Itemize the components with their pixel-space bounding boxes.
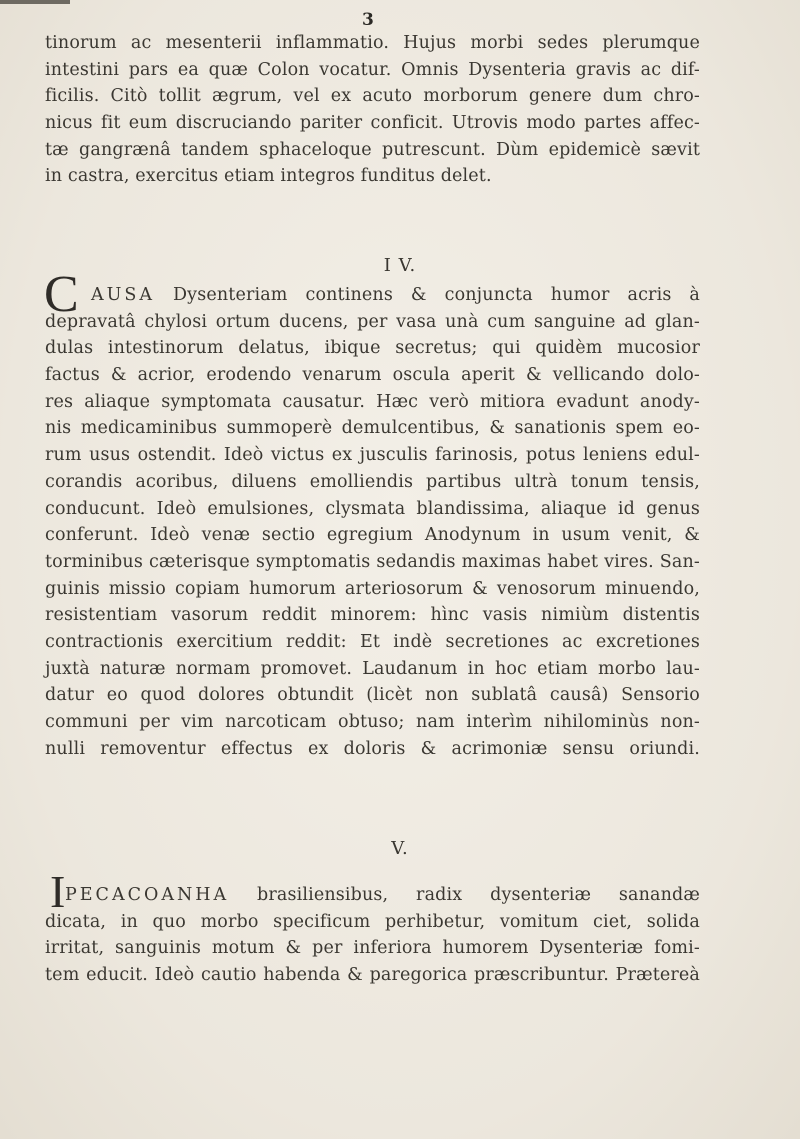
page-number: 3 [362,10,374,30]
text-line: res aliaque symptomata causatur. Hæc verò mitiora evadunt anody- [45,391,700,412]
text-line: nulli removentur effectus ex doloris & acrimoniæ sensu oriundi. [45,738,700,759]
text-line: resistentiam vasorum reddit minorem: hìnc vasis nimiùm distentis [45,605,700,626]
paragraph-continuation [45,30,700,190]
text-line: depravatâ chylosi ortum ducens, per vasa unà cum sanguine ad glan- [45,311,700,332]
text-line: nicus fit eum discruciando pariter conficit. Utrovis modo partes affec- [45,113,700,134]
text-line: in castra, exercitus etiam integros funditus delet. [45,166,492,187]
text-line: rum usus ostendit. Ideò victus ex jusculis farinosis, potus leniens edul- [45,445,700,466]
text-line: corandis acoribus, diluens emolliendis partibus ultrà tonum tensis, [45,471,700,492]
page-edge-mark [0,0,70,4]
text-line: conferunt. Ideò venæ sectio egregium Anodynum in usum venit, & [45,525,700,546]
text-line: nis medicaminibus summoperè demulcentibus, & sanationis spem eo- [45,418,700,439]
text-line: torminibus cæterisque symptomatis sedandis maximas habet vires. San- [45,551,700,572]
text-line: conducunt. Ideò emulsiones, clysmata blandissima, aliaque id genus [45,498,700,519]
text-line: ficilis. Citò tollit ægrum, vel ex acuto morborum genere dum chro- [45,86,700,107]
text-line: tæ gangrænâ tandem sphaceloque putrescunt. Dùm epidemicè sævit [45,139,700,160]
line-remainder: Dysenteriam continens & conjuncta humor acris à [172,285,700,305]
first-text-line [45,882,700,909]
text-line: contractionis exercitium reddit: Et indè secretiones ac excretiones [45,631,700,652]
section-v-body [45,882,700,989]
text-line [45,762,700,789]
line-remainder: brasiliensibus, radix dysenteriæ sanandæ [257,885,701,905]
section-iv-body [45,282,700,789]
drop-cap-i: I [50,866,66,917]
text-line: intestini pars ea quæ Colon vocatur. Omnis Dysenteria gravis ac dif- [45,59,700,80]
text-line: datur eo quod dolores obtundit (licèt non sublatâ causâ) Sensorio [45,685,700,706]
section-heading-v: V. [391,838,409,859]
text-line: tinorum ac mesenterii inflammatio. Hujus morbi sedes plerumque [45,33,700,53]
first-word-caps: PECACOANHA [65,885,230,905]
text-line: communi per vim narcoticam obtuso; nam interìm nihilominùs non- [45,712,700,732]
text-line: dulas intestinorum delatus, ibique secretus; qui quidèm mucosior [45,338,700,359]
text-line: tem educit. Ideò cautio habenda & paregorica præscribuntur. Prætereà [45,965,700,986]
text-line: factus & acrior, erodendo venarum oscula aperit & vellicando dolo- [45,365,700,386]
text-line: juxtà naturæ normam promovet. Laudanum in hoc etiam morbo lau- [45,658,700,679]
first-text-line [45,282,700,309]
drop-cap-c: C [44,266,79,323]
text-line: guinis missio copiam humorum arteriosorum & venosorum minuendo, [45,578,700,599]
first-word-caps: AUSA [91,285,156,305]
text-line: irritat, sanguinis motum & per inferiora humorem Dysenteriæ fomi- [45,938,700,959]
section-heading-iv: I V. [383,255,417,276]
text-line: dicata, in quo morbo specificum perhibetur, vomitum ciet, solida [45,911,700,932]
